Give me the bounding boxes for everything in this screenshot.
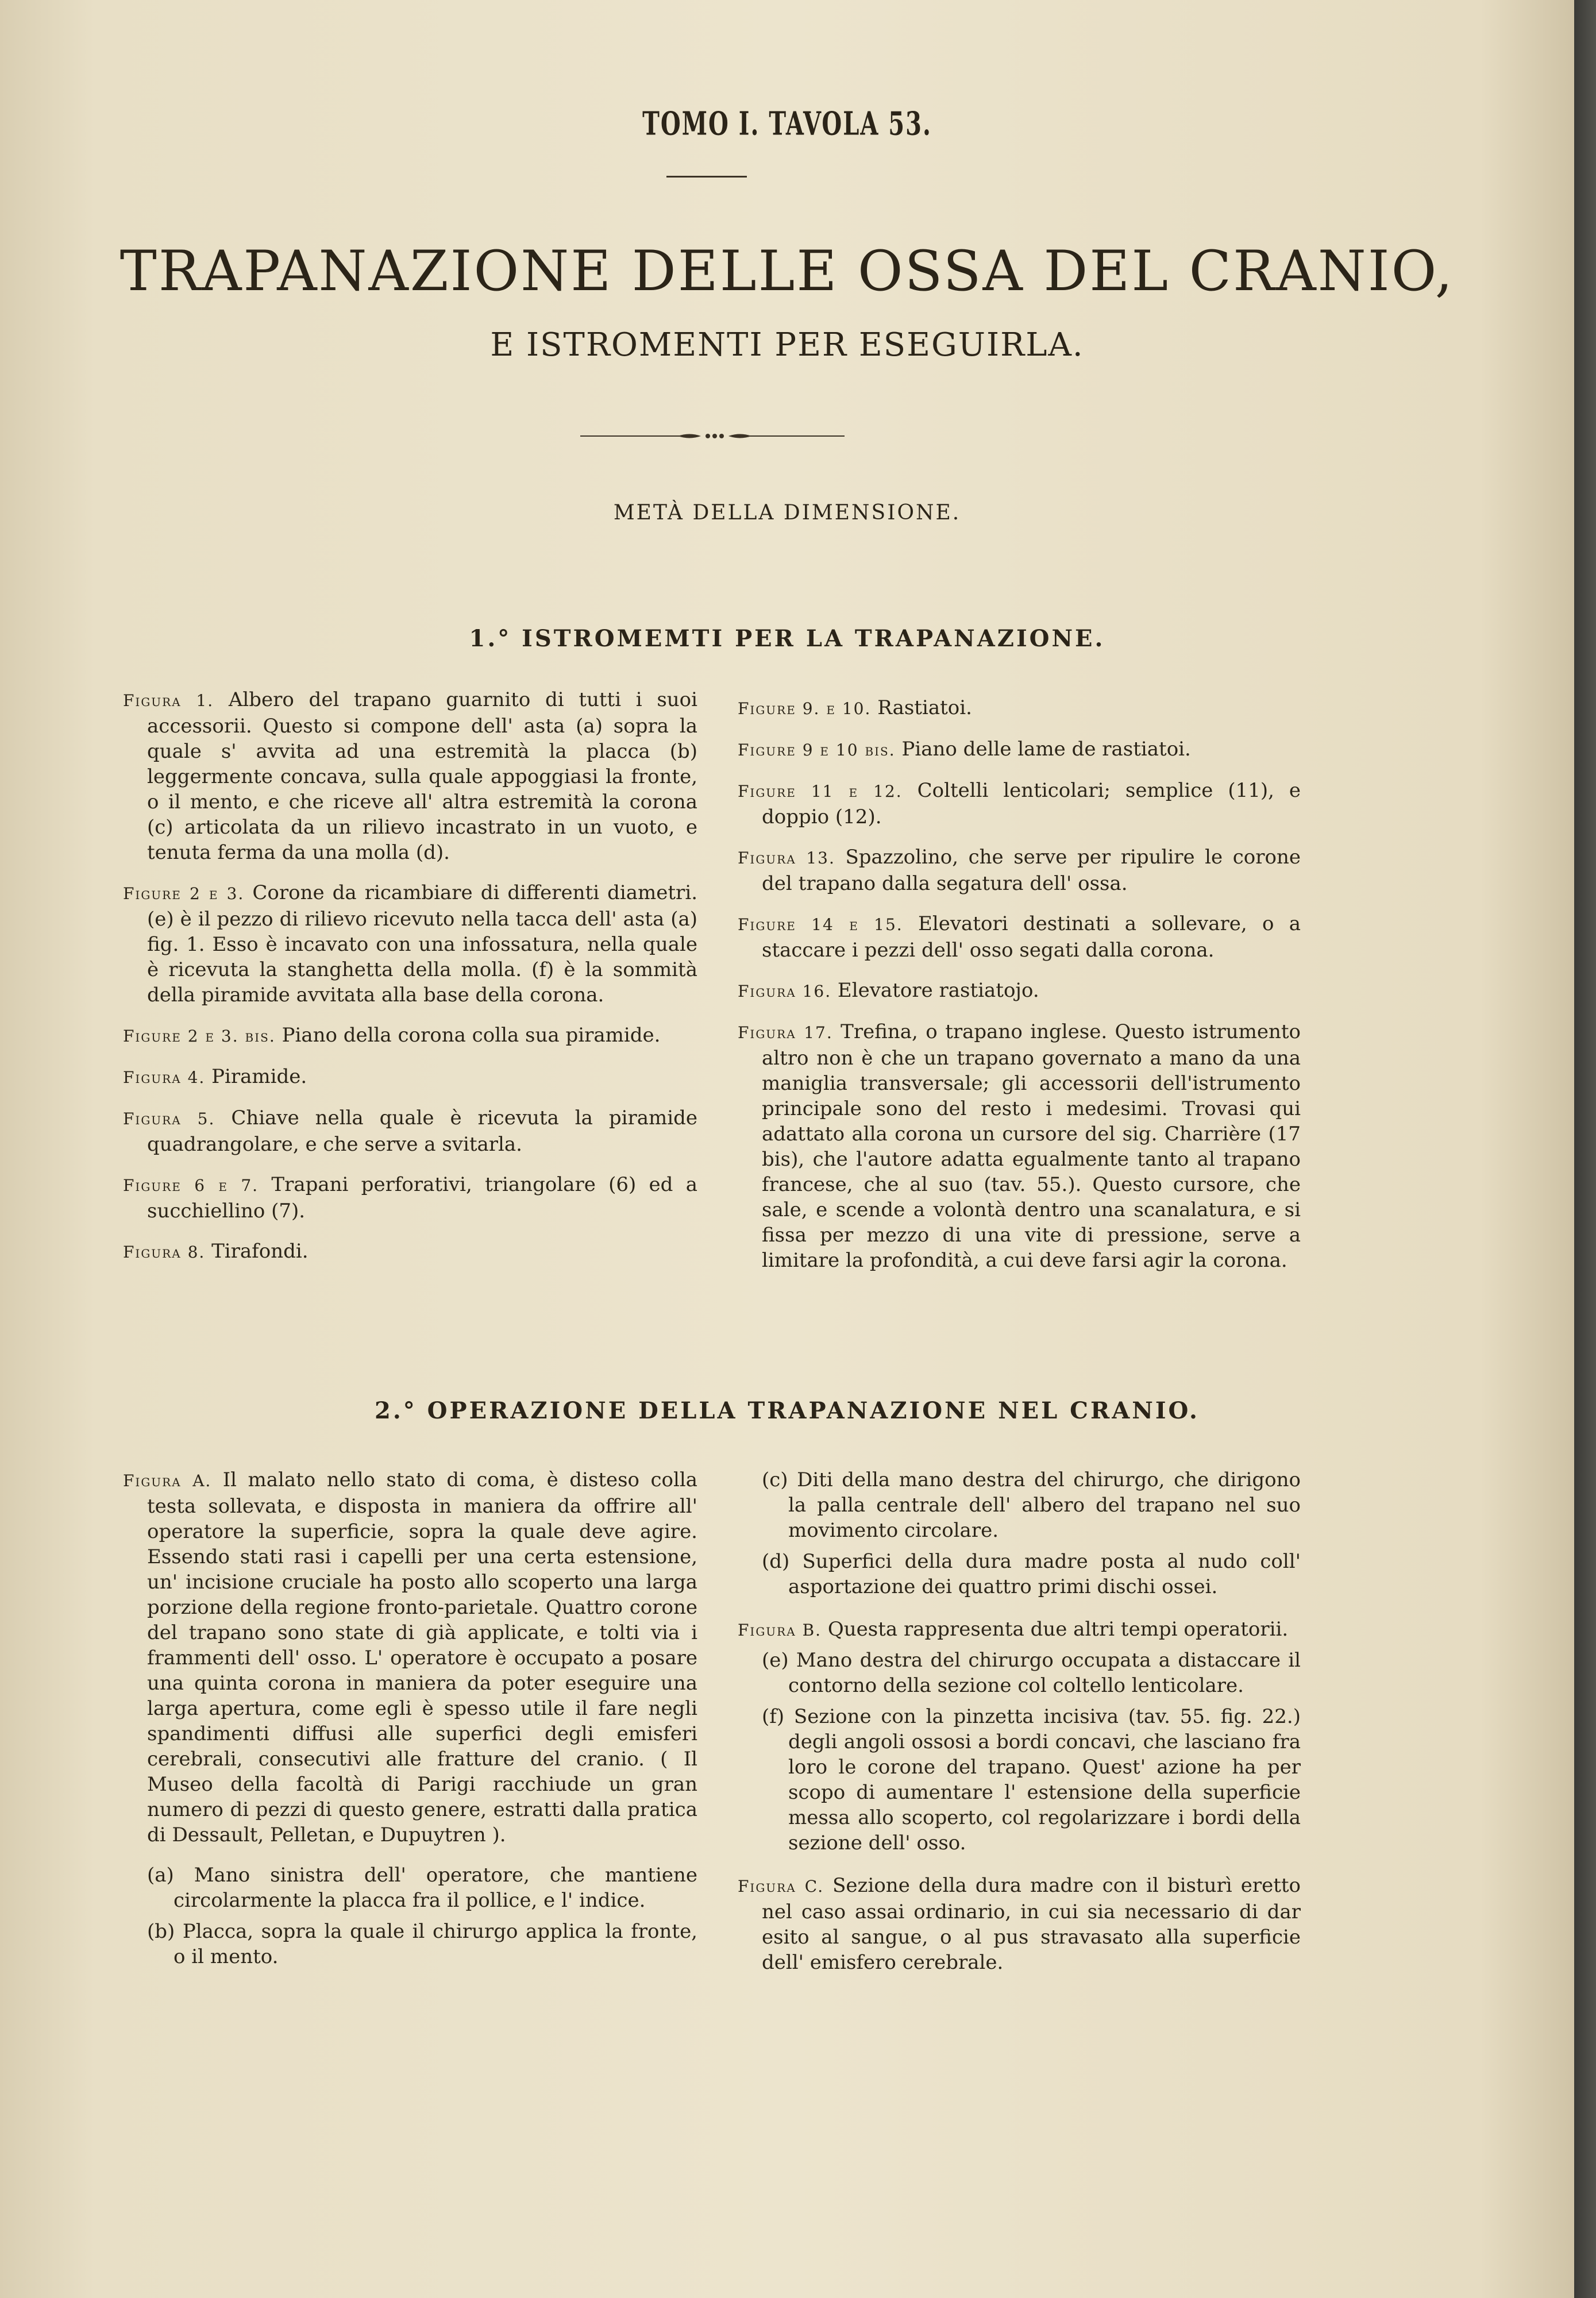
figure-entry: Figura 4. Piramide. xyxy=(123,1065,307,1088)
figure-entry: Figura A. Il malato nello stato di coma, è disteso colla testa sollevata, e disposta in maniera da offrire all' operatore la superficie, sopra la quale deve agire. Essendo stati rasi i capelli per una certa estensione, un' incisione cruciale ha posto allo scoperto una larga porzione della regione fronto-parietale. Quattro corone del trapano sono state di già applicate, e tolti via i frammenti dell' osso. L' operatore è occupato a posare una quinta corona in maniera da poter eseguire una larga apertura, come egli è spesso utile il fare negli spandimenti diffusi alle superfici degli emisferi cerebrali, consecutivi alle fratture del cranio. ( Il Museo della facoltà di Parigi racchiude un gran numero di pezzi di questo genere, estratti dalla pratica di Dessault, Pelletan, e Dupuytren ). xyxy=(123,1468,697,1846)
figure-entry: Figura 8. Tirafondi. xyxy=(123,1240,309,1263)
figure-b-legend xyxy=(738,1648,1301,1856)
figure-entry: Figura 13. Spazzolino, che serve per ripulire le corone del trapano dalla segatura dell' ossa. xyxy=(738,846,1301,895)
legend-item: (e) Mano destra del chirurgo occupata a distaccare il contorno della sezione col coltello lenticolare. xyxy=(762,1649,1301,1697)
section-heading-operation: 2.° OPERAZIONE DELLA TRAPANAZIONE NEL CRANIO. xyxy=(375,1397,1200,1424)
instruments-left-column xyxy=(123,687,697,1280)
binding-edge xyxy=(1574,0,1596,2298)
section-heading-instruments: 1.° ISTROMEMTI PER LA TRAPANAZIONE. xyxy=(469,625,1105,652)
figure-entry: Figura B. Questa rappresenta due altri tempi operatorii. xyxy=(738,1618,1289,1641)
running-head: TOMO I. TAVOLA 53. xyxy=(642,105,932,143)
figure-entry: Figure 2 e 3. bis. Piano della corona colla sua piramide. xyxy=(123,1024,661,1047)
header-rule xyxy=(666,176,747,178)
figure-entry: Figure 2 e 3. Corone da ricambiare di differenti diametri. (e) è il pezzo di rilievo ricevuto nella tacca dell' asta (a) fig. 1. Esso è incavato con una infossatura, nella quale è ricevuta la stanghetta della molla. (f) è la sommità della piramide avvitata alla base della corona. xyxy=(123,881,697,1007)
figure-entry: Figura C. Sezione della dura madre con il bisturì eretto nel caso assai ordinario, in cui sia necessario di dar esito al sangue, o al pus stravasato alla superficie dell' emisfero cerebrale. xyxy=(738,1874,1301,1974)
legend-item: (d) Superfici della dura madre posta al nudo coll' asportazione dei quattro primi dischi ossei. xyxy=(762,1550,1301,1598)
figure-entry: Figura 16. Elevatore rastiatojo. xyxy=(738,979,1039,1002)
figure-entry: Figure 9. e 10. Rastiatoi. xyxy=(738,696,972,719)
legend-item: (b) Placca, sopra la quale il chirurgo applica la fronte, o il mento. xyxy=(147,1920,697,1968)
legend-item: (f) Sezione con la pinzetta incisiva (tav. 55. fig. 22.) degli angoli ossosi a bordi concavi, che lasciano fra loro le corone del trapano. Quest' azione ha per scopo di aumentare l' estensione della superficie messa allo scoperto, col regolarizzare i bordi della sezione dell' osso. xyxy=(762,1705,1301,1854)
operation-right-column xyxy=(738,1467,1301,1990)
figure-entry: Figure 14 e 15. Elevatori destinati a sollevare, o a staccare i pezzi dell' osso segati dalla corona. xyxy=(738,912,1301,962)
ornament-divider xyxy=(580,431,845,441)
figure-a-legend xyxy=(123,1863,697,1969)
figure-a-legend-continued xyxy=(738,1467,1301,1599)
figure-entry: Figura 17. Trefina, o trapano inglese. Questo istrumento altro non è che un trapano governato a mano da una maniglia transversale; gli accessorii dell'istrumento principale sono del resto i medesimi. Trovasi qui adattato alla corona un cursore del sig. Charrière (17 bis), che l'autore adatta egualmente tanto al trapano francese, che al suo (tav. 55.). Questo cursore, che sale, e scende a volontà dentro una scanalatura, e si fissa per mezzo di una vite di pressione, serve a limitare la profondità, a cui deve farsi agir la corona. xyxy=(738,1020,1301,1272)
legend-item: (a) Mano sinistra dell' operatore, che mantiene circolarmente la placca fra il pollice, e l' indice. xyxy=(147,1864,697,1912)
figure-entry: Figura 1. Albero del trapano guarnito di tutti i suoi accessorii. Questo si compone dell' asta (a) sopra la quale s' avvita ad una estremità la placca (b) leggermente concava, sulla quale appoggiasi la fronte, o il mento, e che riceve all' altra estremità la corona (c) articolata da un rilievo incastrato in un vuoto, e tenuta ferma da una molla (d). xyxy=(123,688,698,864)
page-subtitle: E ISTROMENTI PER ESEGUIRLA. xyxy=(490,326,1084,364)
figure-entry: Figure 11 e 12. Coltelli lenticolari; semplice (11), e doppio (12). xyxy=(738,779,1301,828)
page-title: TRAPANAZIONE DELLE OSSA DEL CRANIO, xyxy=(119,239,1455,303)
figure-entry: Figure 9 e 10 bis. Piano delle lame de rastiatoi. xyxy=(738,738,1191,761)
instruments-right-column xyxy=(738,695,1301,1288)
scale-note: METÀ DELLA DIMENSIONE. xyxy=(613,501,961,525)
legend-item: (c) Diti della mano destra del chirurgo, che dirigono la palla centrale dell' albero del trapano nel suo movimento circolare. xyxy=(762,1468,1301,1542)
figure-entry: Figure 6 e 7. Trapani perforativi, triangolare (6) ed a succhiellino (7). xyxy=(123,1173,698,1223)
figure-entry: Figura 5. Chiave nella quale è ricevuta la piramide quadrangolare, e che serve a svitarla. xyxy=(123,1106,698,1156)
operation-left-column xyxy=(123,1467,697,1975)
